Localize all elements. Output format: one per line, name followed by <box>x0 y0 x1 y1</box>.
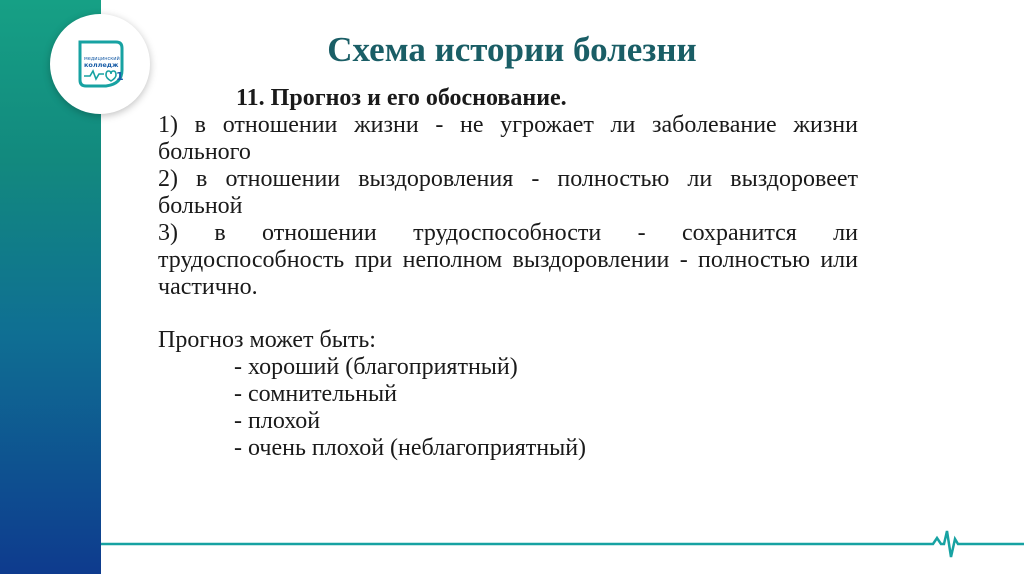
prognosis-point-recovery: 2) в отношении выздоровления - полностью ли выздоровеет больной <box>158 166 858 219</box>
prognosis-option-bad: - плохой <box>234 408 321 434</box>
prognosis-option-doubtful: - сомнительный <box>234 381 397 407</box>
slide-title: Схема истории болезни <box>327 30 697 69</box>
section-heading: 11. Прогноз и его обоснование. <box>236 85 567 111</box>
logo-number: 1 <box>116 70 124 83</box>
prognosis-intro: Прогноз может быть: <box>158 327 376 353</box>
slide-content <box>158 85 858 462</box>
prognosis-point-life: 1) в отношении жизни - не угрожает ли заболевание жизни больного <box>158 112 858 165</box>
paragraph-gap <box>158 301 858 327</box>
logo-text-main: колледж <box>84 61 119 69</box>
ecg-divider-line <box>101 529 1024 559</box>
prognosis-option-good: - хороший (благоприятный) <box>234 354 518 380</box>
logo-text-top: медицинский <box>84 56 120 62</box>
prognosis-point-work-capacity: 3) в отношении трудоспособности - сохранится ли трудоспособность при неполном выздоровлении - полностью или частично. <box>158 220 858 300</box>
prognosis-option-very-bad: - очень плохой (неблагоприятный) <box>234 435 587 461</box>
